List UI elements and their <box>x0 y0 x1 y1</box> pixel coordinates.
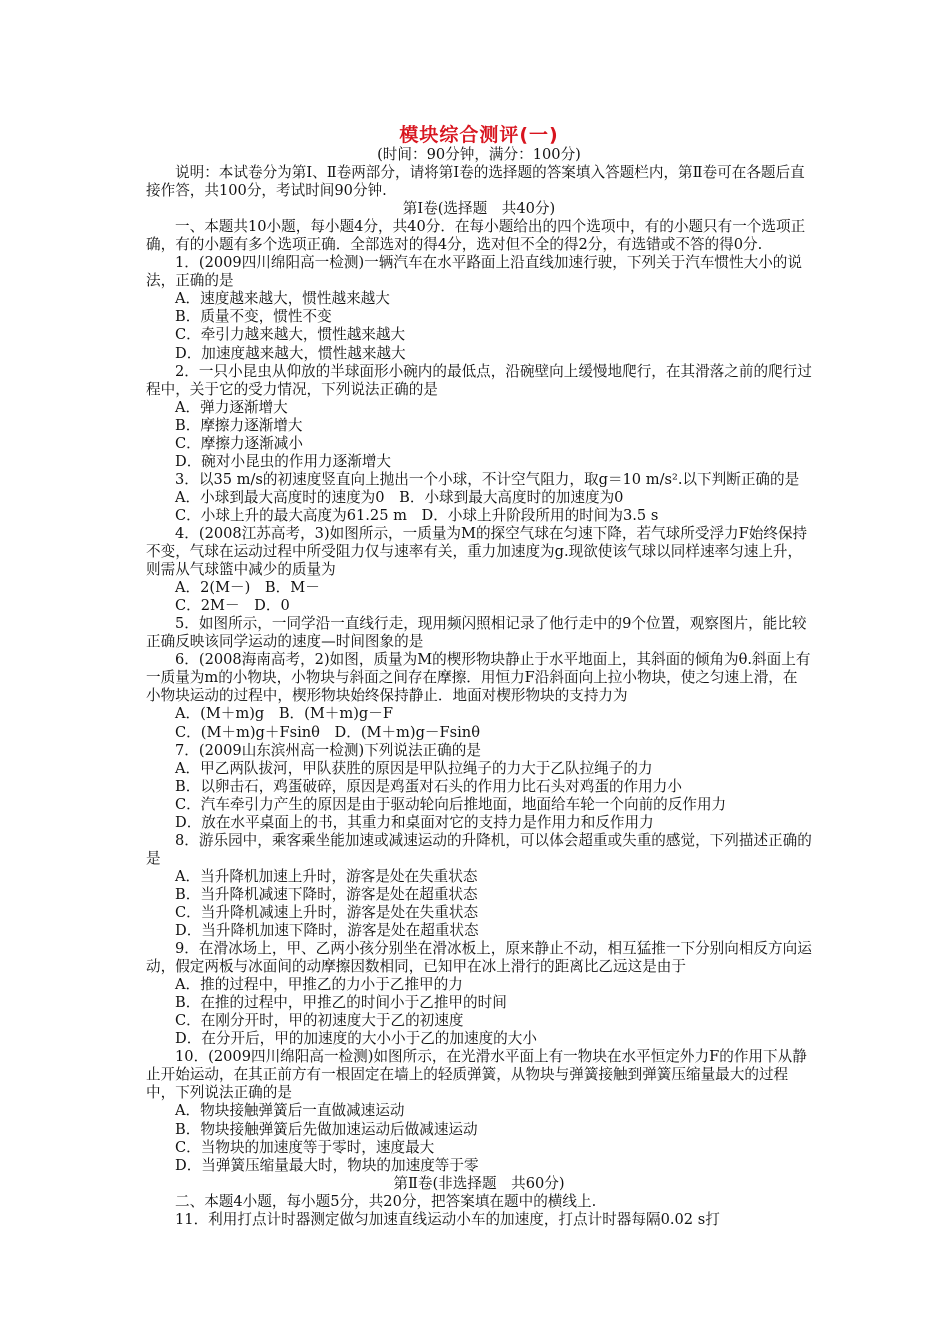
question-stem: 4．(2008江苏高考，3)如图所示，一质量为M的探空气球在匀速下降，若气球所受浮力F始终保持不变，气球在运动过程中所受阻力仅与速率有关，重力加速度为g.现欲使该气球以同样速率匀速上升，则需从气球篮中减少的质量为 <box>146 524 808 579</box>
question-option: B．质量不变，惯性不变 <box>175 308 332 326</box>
question-stem: 9．在滑冰场上，甲、乙两小孩分别坐在滑冰板上，原来静止不动，相互猛推一下分别向相反方向运动，假定两板与冰面间的动摩擦因数相同，已知甲在冰上滑行的距离比乙远这是由于 <box>146 940 812 976</box>
question-stem: 8．游乐园中，乘客乘坐能加速或减速运动的升降机，可以体会超重或失重的感觉，下列描述正确的是 <box>146 831 812 867</box>
question-option: D．当弹簧压缩量最大时，物块的加速度等于零 <box>175 1156 479 1174</box>
question-option: B．当升降机减速下降时，游客是处在超重状态 <box>175 885 478 903</box>
question-option: C．(M＋m)g＋Fsinθ D．(M＋m)g－Fsinθ <box>175 723 480 741</box>
question-option: C．小球上升的最大高度为61.25 m D．小球上升阶段所用的时间为3.5 s <box>175 506 659 524</box>
question-option: B．摩擦力逐渐增大 <box>175 416 303 434</box>
question-option: C．牵引力越来越大，惯性越来越大 <box>175 326 406 344</box>
question-option: A．速度越来越大，惯性越来越大 <box>175 290 390 308</box>
section-2-heading: 第Ⅱ卷(非选择题 共60分) <box>393 1174 565 1192</box>
document-page <box>146 124 812 1229</box>
section-1-heading: 第Ⅰ卷(选择题 共40分) <box>402 200 556 218</box>
document-title: 模块综合测评(一) <box>399 124 559 146</box>
question-5 <box>146 615 812 651</box>
question-option: C．摩擦力逐渐减小 <box>175 434 303 452</box>
question-option: A．当升降机加速上升时，游客是处在失重状态 <box>175 867 478 885</box>
question-stem: 3．以35 m/s的初速度竖直向上抛出一个小球，不计空气阻力，取g＝10 m/s².以下判断正确的是 <box>175 470 800 488</box>
document-subtitle: (时间：90分钟，满分：100分) <box>377 146 581 163</box>
question-option: A．物块接触弹簧后一直做减速运动 <box>175 1102 405 1120</box>
question-option: B．在推的过程中，甲推乙的时间小于乙推甲的时间 <box>175 994 507 1012</box>
question-option: A．(M＋m)g B．(M＋m)g－F <box>175 705 393 723</box>
question-list <box>146 254 812 1174</box>
question-option: A．推的过程中，甲推乙的力小于乙推甲的力 <box>175 976 463 994</box>
question-option: A．2(M－) B．M－ <box>175 579 320 597</box>
question-option: C．汽车牵引力产生的原因是由于驱动轮向后推地面，地面给车轮一个向前的反作用力 <box>175 795 727 813</box>
question-option: D．放在水平桌面上的书，其重力和桌面对它的支持力是作用力和反作用力 <box>175 813 654 831</box>
question-option: C．当物块的加速度等于零时，速度最大 <box>175 1138 435 1156</box>
question-option: A．小球到最大高度时的速度为0 B．小球到最大高度时的加速度为0 <box>175 488 624 506</box>
question-stem: 7．(2009山东滨州高一检测)下列说法正确的是 <box>175 741 481 759</box>
section-1-instructions: 一、本题共10小题，每小题4分，共40分．在每小题给出的四个选项中，有的小题只有一个选项正确，有的小题有多个选项正确．全部选对的得4分，选对但不全的得2分，有选错或不答的得0分. <box>146 218 806 254</box>
question-option: A．甲乙两队拔河，甲队获胜的原因是甲队拉绳子的力大于乙队拉绳子的力 <box>175 759 653 777</box>
question-9 <box>146 940 812 1048</box>
question-stem: 2．一只小昆虫从仰放的半球面形小碗内的最低点，沿碗壁向上缓慢地爬行，在其滑落之前的爬行过程中，关于它的受力情况，下列说法正确的是 <box>146 362 812 398</box>
question-1 <box>146 254 812 362</box>
question-option: A．弹力逐渐增大 <box>175 398 288 416</box>
question-10 <box>146 1048 812 1174</box>
question-option: C．2M－ D．0 <box>175 597 290 615</box>
question-7 <box>146 742 812 832</box>
question-option: D．当升降机加速下降时，游客是处在超重状态 <box>175 922 479 940</box>
question-option: C．在刚分开时，甲的初速度大于乙的初速度 <box>175 1012 464 1030</box>
question-option: D．在分开后，甲的加速度的大小小于乙的加速度的大小 <box>175 1030 537 1048</box>
question-option: B．以卵击石，鸡蛋破碎，原因是鸡蛋对石头的作用力比石头对鸡蛋的作用力小 <box>175 777 682 795</box>
question-stem: 6．(2008海南高考，2)如图，质量为M的楔形物块静止于水平地面上，其斜面的倾角为θ.斜面上有一质量为m的小物块，小物块与斜面之间存在摩擦．用恒力F沿斜面向上拉小物块，使之匀速上滑，在小物块运动的过程中，楔形物块始终保持静止．地面对楔形物块的支持力为 <box>146 651 811 705</box>
question-3 <box>146 471 812 525</box>
question-6 <box>146 651 812 741</box>
question-option: B．物块接触弹簧后先做加速运动后做减速运动 <box>175 1120 478 1138</box>
question-11-stem: 11．利用打点计时器测定做匀加速直线运动小车的加速度，打点计时器每隔0.02 s打 <box>175 1210 720 1228</box>
question-8 <box>146 832 812 940</box>
question-4 <box>146 525 812 615</box>
question-option: D．碗对小昆虫的作用力逐渐增大 <box>175 452 392 470</box>
question-stem: 5．如图所示，一同学沿一直线行走，现用频闪照相记录了他行走中的9个位置，观察图片，能比较正确反映该同学运动的速度—时间图象的是 <box>146 615 807 651</box>
question-option: D．加速度越来越大，惯性越来越大 <box>175 344 406 362</box>
question-stem: 1．(2009四川绵阳高一检测)一辆汽车在水平路面上沿直线加速行驶，下列关于汽车惯性大小的说法，正确的是 <box>146 254 802 290</box>
section-2-instructions: 二、本题4小题，每小题5分，共20分，把答案填在题中的横线上. <box>175 1192 597 1210</box>
question-option: C．当升降机减速上升时，游客是处在失重状态 <box>175 903 479 921</box>
intro-note: 说明：本试卷分为第Ⅰ、Ⅱ卷两部分，请将第Ⅰ卷的选择题的答案填入答题栏内，第Ⅱ卷可在各题后直接作答，共100分，考试时间90分钟. <box>146 164 805 200</box>
question-2 <box>146 363 812 471</box>
question-stem: 10．(2009四川绵阳高一检测)如图所示，在光滑水平面上有一物块在水平恒定外力F的作用下从静止开始运动，在其正前方有一根固定在墙上的轻质弹簧，从物块与弹簧接触到弹簧压缩量最大的过程中，下列说法正确的是 <box>146 1048 807 1102</box>
